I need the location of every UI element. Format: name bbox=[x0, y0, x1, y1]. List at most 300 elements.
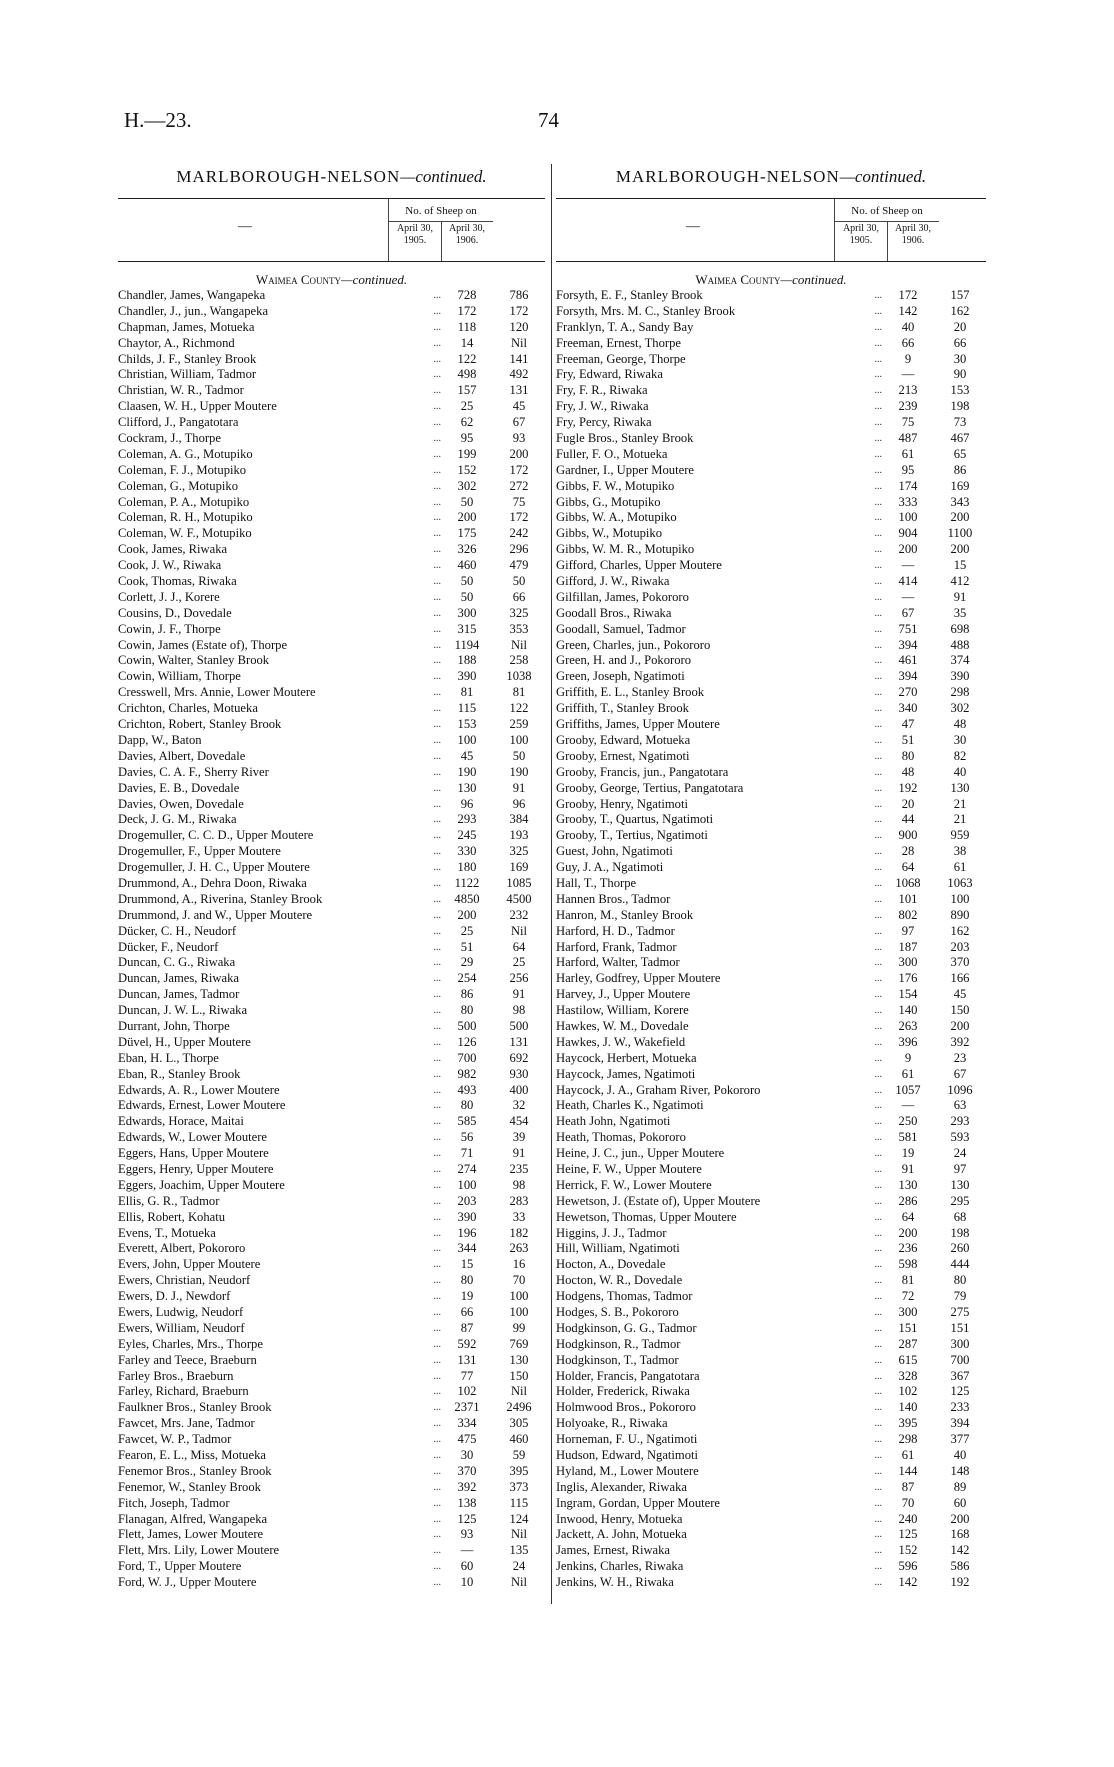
sheep-1906: 162 bbox=[950, 303, 970, 318]
owner-name: Hodgkinson, T., Tadmor bbox=[556, 1352, 679, 1367]
sheep-1905: 728 bbox=[457, 288, 477, 302]
sheep-1906: 30 bbox=[953, 732, 967, 747]
sheep-1906: 193 bbox=[509, 828, 529, 843]
sheep-1906: 394 bbox=[950, 1416, 970, 1431]
owner-name: Gibbs, F. W., Motupiko bbox=[556, 478, 675, 493]
sheep-1906: 81 bbox=[512, 685, 526, 700]
table-row bbox=[556, 1210, 986, 1226]
owner-name: Eban, H. L., Thorpe bbox=[118, 1050, 219, 1065]
sheep-1906: 467 bbox=[950, 431, 970, 446]
leader-dots: ... bbox=[433, 1148, 441, 1160]
leader-dots: ... bbox=[433, 925, 441, 937]
sheep-1905: 50 bbox=[460, 589, 474, 604]
leader-dots: ... bbox=[874, 862, 882, 874]
leader-dots: ... bbox=[874, 464, 882, 476]
sheep-1906: 86 bbox=[953, 462, 967, 477]
sheep-1905: 142 bbox=[898, 1575, 918, 1590]
table-row bbox=[118, 479, 545, 495]
sheep-1905: 213 bbox=[898, 383, 918, 398]
left-county-name: Waimea County bbox=[255, 272, 342, 287]
sheep-1906: 190 bbox=[509, 764, 529, 779]
owner-name: Cowin, Walter, Stanley Brook bbox=[118, 653, 270, 668]
sheep-1905: 982 bbox=[457, 1066, 477, 1081]
table-row bbox=[118, 860, 545, 876]
owner-name: Flanagan, Alfred, Wangapeka bbox=[118, 1511, 268, 1526]
sheep-1905: 598 bbox=[898, 1257, 918, 1272]
owner-name: Jenkins, W. H., Riwaka bbox=[556, 1575, 674, 1590]
owner-name: Heath John, Ngatimoti bbox=[556, 1114, 671, 1129]
sheep-1905: 200 bbox=[898, 542, 918, 557]
owner-name: Gibbs, G., Motupiko bbox=[556, 494, 661, 509]
owner-name: Grooby, T., Quartus, Ngatimoti bbox=[556, 812, 714, 827]
sheep-1906: 256 bbox=[509, 971, 529, 986]
table-row bbox=[118, 383, 545, 399]
owner-name: Grooby, Henry, Ngatimoti bbox=[556, 796, 688, 811]
sheep-1906: 586 bbox=[950, 1559, 970, 1574]
owner-name: Freeman, George, Thorpe bbox=[556, 351, 686, 366]
owner-name: Drogemuller, C. C. D., Upper Moutere bbox=[118, 828, 314, 843]
owner-name: Hodgkinson, G. G., Tadmor bbox=[556, 1320, 697, 1335]
sheep-1905: 9 bbox=[904, 1050, 912, 1065]
table-row bbox=[118, 1241, 545, 1257]
sheep-1906: 395 bbox=[509, 1463, 529, 1478]
sheep-1905: 394 bbox=[898, 637, 918, 652]
owner-name: Goodall Bros., Riwaka bbox=[556, 605, 672, 620]
sheep-1905: 86 bbox=[460, 987, 474, 1002]
sheep-1905: 51 bbox=[460, 939, 474, 954]
page-reference: H.—23. bbox=[124, 108, 192, 132]
owner-name: Duncan, J. W. L., Riwaka bbox=[118, 1003, 248, 1018]
sheep-1906: 73 bbox=[953, 415, 967, 430]
leader-dots: ... bbox=[433, 1450, 441, 1462]
sheep-1906: 80 bbox=[953, 1273, 967, 1288]
sheep-1906: 930 bbox=[509, 1066, 529, 1081]
sheep-1906: 593 bbox=[950, 1130, 970, 1145]
sheep-1905: 585 bbox=[457, 1114, 477, 1129]
leader-dots: ... bbox=[433, 1386, 441, 1398]
table-row bbox=[118, 1496, 545, 1512]
table-row bbox=[118, 844, 545, 860]
leader-dots: ... bbox=[874, 687, 882, 699]
owner-name: Eggers, Hans, Upper Moutere bbox=[118, 1146, 269, 1161]
table-row bbox=[556, 1273, 986, 1289]
sheep-1905: 188 bbox=[457, 653, 477, 668]
leader-dots: ... bbox=[433, 687, 441, 699]
owner-name: Hewetson, J. (Estate of), Upper Moutere bbox=[556, 1193, 761, 1208]
leader-dots: ... bbox=[874, 1291, 882, 1303]
sheep-1906: 38 bbox=[953, 844, 967, 859]
sheep-1905: — bbox=[901, 367, 915, 382]
owner-name: Cowin, William, Thorpe bbox=[118, 669, 241, 684]
table-row bbox=[556, 1400, 986, 1416]
sheep-1906: 66 bbox=[953, 335, 967, 350]
sheep-1905: 126 bbox=[457, 1034, 477, 1049]
leader-dots: ... bbox=[874, 560, 882, 572]
sheep-1905: 396 bbox=[898, 1034, 918, 1049]
owner-name: Edwards, Ernest, Lower Moutere bbox=[118, 1098, 286, 1113]
table-row bbox=[556, 765, 986, 781]
sheep-1906: Nil bbox=[510, 637, 528, 652]
sheep-1906: 142 bbox=[950, 1543, 970, 1558]
sheep-1906: 48 bbox=[953, 717, 967, 732]
leader-dots: ... bbox=[874, 369, 882, 381]
sheep-1905: 286 bbox=[898, 1193, 918, 1208]
sheep-1905: 300 bbox=[898, 1305, 918, 1319]
sheep-1906: 15 bbox=[953, 558, 967, 573]
table-row bbox=[556, 1305, 986, 1321]
sheep-1905: 370 bbox=[457, 1463, 477, 1478]
leader-dots: ... bbox=[874, 1513, 882, 1525]
leader-dots: ... bbox=[874, 1148, 882, 1160]
sheep-1905: 20 bbox=[901, 796, 915, 811]
leader-dots: ... bbox=[874, 337, 882, 349]
leader-dots: ... bbox=[874, 1370, 882, 1382]
table-row bbox=[556, 1321, 986, 1337]
table-row bbox=[118, 606, 545, 622]
table-row bbox=[118, 876, 545, 892]
leader-dots: ... bbox=[874, 496, 882, 508]
table-row bbox=[556, 1543, 986, 1559]
sheep-1905: 395 bbox=[898, 1416, 918, 1431]
table-row bbox=[118, 955, 545, 971]
sheep-1906: 296 bbox=[509, 542, 529, 557]
owner-name: Holyoake, R., Riwaka bbox=[556, 1416, 668, 1431]
sheep-1905: 340 bbox=[898, 701, 918, 716]
owner-name: Fawcet, Mrs. Jane, Tadmor bbox=[118, 1416, 255, 1431]
table-row bbox=[118, 495, 545, 511]
table-row bbox=[118, 892, 545, 908]
sheep-1906: Nil bbox=[510, 1575, 528, 1590]
sheep-1905: 61 bbox=[901, 1066, 915, 1081]
sheep-1905: 493 bbox=[457, 1082, 477, 1097]
sheep-1906: 373 bbox=[509, 1479, 529, 1494]
sheep-1905: 131 bbox=[457, 1352, 477, 1367]
sheep-1906: 135 bbox=[509, 1543, 529, 1558]
table-row bbox=[556, 1512, 986, 1528]
owner-name: Drogemuller, J. H. C., Upper Moutere bbox=[118, 860, 310, 875]
table-row bbox=[118, 1273, 545, 1289]
sheep-1905: 180 bbox=[457, 860, 477, 875]
owner-name: Hall, T., Thorpe bbox=[556, 875, 637, 890]
table-row bbox=[556, 1257, 986, 1273]
leader-dots: ... bbox=[874, 1020, 882, 1032]
leader-dots: ... bbox=[874, 1402, 882, 1414]
leader-dots: ... bbox=[874, 417, 882, 429]
leader-dots: ... bbox=[874, 973, 882, 985]
leader-dots: ... bbox=[433, 480, 441, 492]
sheep-1906: 166 bbox=[950, 971, 970, 986]
leader-dots: ... bbox=[874, 925, 882, 937]
table-row bbox=[556, 1003, 986, 1019]
table-row bbox=[118, 590, 545, 606]
sheep-1906: 168 bbox=[950, 1527, 970, 1542]
table-row bbox=[556, 542, 986, 558]
sheep-1906: 157 bbox=[950, 288, 970, 302]
sheep-1905: — bbox=[901, 558, 915, 573]
sheep-1906: 235 bbox=[509, 1161, 529, 1176]
table-row bbox=[118, 749, 545, 765]
sheep-1906: 24 bbox=[512, 1559, 526, 1574]
sheep-1905: 50 bbox=[460, 574, 474, 589]
sheep-1906: 45 bbox=[512, 399, 526, 414]
sheep-1906: 150 bbox=[950, 1003, 970, 1018]
sheep-1906: 1085 bbox=[506, 875, 532, 890]
leader-dots: ... bbox=[433, 528, 441, 540]
leader-dots: ... bbox=[433, 1163, 441, 1175]
owner-name: Haycock, Herbert, Motueka bbox=[556, 1050, 697, 1065]
table-row bbox=[556, 1162, 986, 1178]
leader-dots: ... bbox=[433, 1195, 441, 1207]
sheep-1905: 333 bbox=[898, 494, 918, 509]
sheep-1905: 1068 bbox=[895, 875, 921, 890]
table-row bbox=[556, 781, 986, 797]
owner-name: Grooby, Ernest, Ngatimoti bbox=[556, 748, 690, 763]
leader-dots: ... bbox=[433, 862, 441, 874]
sheep-1906: 384 bbox=[509, 812, 529, 827]
sheep-1906: 21 bbox=[953, 812, 967, 827]
table-row bbox=[118, 1416, 545, 1432]
sheep-1905: 2371 bbox=[454, 1400, 480, 1415]
sheep-1906: 50 bbox=[512, 574, 526, 589]
sheep-1905: 263 bbox=[898, 1018, 918, 1033]
leader-dots: ... bbox=[433, 957, 441, 969]
sheep-1905: 95 bbox=[460, 431, 474, 446]
table-row bbox=[556, 860, 986, 876]
table-row bbox=[118, 1369, 545, 1385]
table-row bbox=[118, 1559, 545, 1575]
owner-name: Eyles, Charles, Mrs., Thorpe bbox=[118, 1336, 263, 1351]
right-column bbox=[556, 164, 986, 1604]
leader-dots: ... bbox=[874, 1497, 882, 1509]
owner-name: James, Ernest, Riwaka bbox=[556, 1543, 671, 1558]
table-row bbox=[118, 717, 545, 733]
sheep-1905: 270 bbox=[898, 685, 918, 700]
sheep-1906: 172 bbox=[509, 510, 529, 525]
leader-dots: ... bbox=[433, 1291, 441, 1303]
leader-dots: ... bbox=[433, 417, 441, 429]
sheep-1905: 19 bbox=[901, 1146, 915, 1161]
sheep-1905: 48 bbox=[901, 764, 915, 779]
sheep-1905: 77 bbox=[460, 1368, 474, 1383]
table-row bbox=[556, 685, 986, 701]
sheep-1905: 40 bbox=[901, 319, 915, 334]
owner-name: Gilfillan, James, Pokororo bbox=[556, 589, 689, 604]
owner-name: Harvey, J., Upper Moutere bbox=[556, 987, 691, 1002]
owner-name: Drummond, J. and W., Upper Moutere bbox=[118, 907, 313, 922]
table-row bbox=[556, 367, 986, 383]
sheep-1906: 67 bbox=[953, 1066, 967, 1081]
leader-dots: ... bbox=[433, 560, 441, 572]
sheep-1905: 100 bbox=[457, 1177, 477, 1192]
table-row bbox=[556, 1098, 986, 1114]
sheep-1905: 153 bbox=[457, 717, 477, 732]
table-row bbox=[556, 940, 986, 956]
leader-dots: ... bbox=[433, 734, 441, 746]
table-row bbox=[556, 574, 986, 590]
table-row bbox=[118, 828, 545, 844]
leader-dots: ... bbox=[874, 1545, 882, 1557]
sheep-1906: 198 bbox=[950, 399, 970, 414]
sheep-1906: 68 bbox=[953, 1209, 967, 1224]
table-row bbox=[556, 1337, 986, 1353]
sheep-1905: 1194 bbox=[454, 637, 480, 652]
owner-name: Holder, Francis, Pangatotara bbox=[556, 1368, 700, 1383]
sheep-1905: 700 bbox=[457, 1050, 477, 1065]
sheep-1905: 102 bbox=[457, 1384, 477, 1399]
table-row bbox=[118, 288, 545, 304]
sheep-1906: 169 bbox=[509, 860, 529, 875]
table-row bbox=[118, 1289, 545, 1305]
sheep-1906: 302 bbox=[950, 701, 970, 716]
sheep-1905: 487 bbox=[898, 431, 918, 446]
sheep-1905: 61 bbox=[901, 1448, 915, 1463]
owner-name: Grooby, Francis, jun., Pangatotara bbox=[556, 764, 729, 779]
sheep-1905: 500 bbox=[457, 1018, 477, 1033]
sheep-1905: 751 bbox=[898, 621, 918, 636]
table-row bbox=[118, 447, 545, 463]
table-row bbox=[118, 1337, 545, 1353]
owner-name: Cowin, J. F., Thorpe bbox=[118, 621, 221, 636]
leader-dots: ... bbox=[874, 1052, 882, 1064]
table-row bbox=[118, 1512, 545, 1528]
table-row bbox=[118, 1226, 545, 1242]
leader-dots: ... bbox=[874, 385, 882, 397]
sheep-1905: 100 bbox=[898, 510, 918, 525]
owner-name: Guy, J. A., Ngatimoti bbox=[556, 860, 664, 875]
sheep-1905: 60 bbox=[460, 1559, 474, 1574]
sheep-1905: 29 bbox=[460, 955, 474, 970]
sheep-1905: 414 bbox=[898, 574, 918, 589]
sheep-1905: 498 bbox=[457, 367, 477, 382]
leader-dots: ... bbox=[874, 480, 882, 492]
owner-name: Duncan, C. G., Riwaka bbox=[118, 955, 236, 970]
owner-name: Ewers, D. J., Newdorf bbox=[118, 1289, 231, 1304]
leader-dots: ... bbox=[874, 766, 882, 778]
owner-name: Hodgens, Thomas, Tadmor bbox=[556, 1289, 693, 1304]
sheep-1905: — bbox=[901, 1098, 915, 1113]
sheep-1906: 100 bbox=[509, 1289, 529, 1304]
owner-name: Ford, W. J., Upper Moutere bbox=[118, 1575, 257, 1590]
table-row bbox=[556, 495, 986, 511]
sheep-1906: 890 bbox=[950, 907, 970, 922]
sheep-1906: 283 bbox=[509, 1193, 529, 1208]
table-row bbox=[556, 1241, 986, 1257]
owner-name: Grooby, George, Tertius, Pangatotara bbox=[556, 780, 744, 795]
leader-dots: ... bbox=[433, 591, 441, 603]
owner-name: Horneman, F. U., Ngatimoti bbox=[556, 1432, 698, 1447]
table-row bbox=[556, 987, 986, 1003]
leader-dots: ... bbox=[433, 877, 441, 889]
leader-dots: ... bbox=[433, 814, 441, 826]
sheep-1906: 66 bbox=[512, 589, 526, 604]
table-row bbox=[118, 685, 545, 701]
table-row bbox=[118, 542, 545, 558]
sheep-1906: 115 bbox=[509, 1495, 529, 1510]
sheep-1905: 125 bbox=[898, 1527, 918, 1542]
leader-dots: ... bbox=[433, 576, 441, 588]
sheep-1906: 141 bbox=[509, 351, 529, 366]
leader-dots: ... bbox=[433, 1497, 441, 1509]
table-row bbox=[556, 955, 986, 971]
owner-name: Goodall, Samuel, Tadmor bbox=[556, 621, 686, 636]
leader-dots: ... bbox=[433, 973, 441, 985]
table-row bbox=[118, 1083, 545, 1099]
owner-name: Fry, F. R., Riwaka bbox=[556, 383, 648, 398]
table-row bbox=[118, 1480, 545, 1496]
table-row bbox=[556, 1178, 986, 1194]
sheep-1905: 615 bbox=[898, 1352, 918, 1367]
sheep-1905: 95 bbox=[901, 462, 915, 477]
sheep-1905: 460 bbox=[457, 558, 477, 573]
leader-dots: ... bbox=[433, 1354, 441, 1366]
owner-name: Deck, J. G. M., Riwaka bbox=[118, 812, 237, 827]
table-row bbox=[556, 622, 986, 638]
sheep-1906: 200 bbox=[509, 446, 529, 461]
sheep-1905: 172 bbox=[898, 288, 918, 302]
sheep-1906: 258 bbox=[509, 653, 529, 668]
table-row bbox=[556, 1496, 986, 1512]
sheep-1906: 90 bbox=[953, 367, 967, 382]
leader-dots: ... bbox=[433, 1561, 441, 1573]
sheep-1906: 100 bbox=[509, 732, 529, 747]
leader-dots: ... bbox=[433, 941, 441, 953]
owner-name: Jenkins, Charles, Riwaka bbox=[556, 1559, 684, 1574]
leader-dots: ... bbox=[874, 1100, 882, 1112]
owner-name: Edwards, A. R., Lower Moutere bbox=[118, 1082, 280, 1097]
sheep-1905: 176 bbox=[898, 971, 918, 986]
owner-name: Grooby, T., Tertius, Ngatimoti bbox=[556, 828, 708, 843]
table-row bbox=[118, 352, 545, 368]
leader-dots: ... bbox=[874, 1529, 882, 1541]
sheep-1906: 67 bbox=[512, 415, 526, 430]
right-table-header bbox=[556, 198, 986, 262]
sheep-1906: 325 bbox=[509, 844, 529, 859]
owner-name: Fuller, F. O., Motueka bbox=[556, 446, 668, 461]
sheep-1905: 293 bbox=[457, 812, 477, 827]
owner-name: Dücker, C. H., Neudorf bbox=[118, 923, 237, 938]
sheep-1906: 959 bbox=[950, 828, 970, 843]
owner-name: Hanron, M., Stanley Brook bbox=[556, 907, 694, 922]
leader-dots: ... bbox=[874, 1163, 882, 1175]
sheep-1906: 131 bbox=[509, 1034, 529, 1049]
owner-name: Davies, C. A. F., Sherry River bbox=[118, 764, 269, 779]
sheep-1905: 130 bbox=[898, 1177, 918, 1192]
sheep-1905: 91 bbox=[901, 1161, 915, 1176]
table-row bbox=[118, 1162, 545, 1178]
sheep-1905: 300 bbox=[898, 955, 918, 970]
sheep-1905: 25 bbox=[460, 399, 474, 414]
sheep-1906: 698 bbox=[950, 621, 970, 636]
sheep-1905: 115 bbox=[457, 701, 477, 716]
leader-dots: ... bbox=[874, 909, 882, 921]
sheep-1905: 475 bbox=[457, 1432, 477, 1447]
sheep-1905: 102 bbox=[898, 1384, 918, 1399]
sheep-1905: 125 bbox=[457, 1511, 477, 1526]
table-row bbox=[118, 336, 545, 352]
sheep-1906: 30 bbox=[953, 351, 967, 366]
leader-dots: ... bbox=[874, 893, 882, 905]
sheep-1905: 64 bbox=[901, 1209, 915, 1224]
sheep-1906: 45 bbox=[953, 987, 967, 1002]
right-title-continued: —continued. bbox=[839, 167, 927, 186]
sheep-1906: 367 bbox=[950, 1368, 970, 1383]
sheep-1906: 295 bbox=[950, 1193, 970, 1208]
leader-dots: ... bbox=[874, 782, 882, 794]
sheep-1906: 200 bbox=[950, 1511, 970, 1526]
leader-dots: ... bbox=[874, 719, 882, 731]
leader-dots: ... bbox=[874, 877, 882, 889]
table-row bbox=[118, 1019, 545, 1035]
